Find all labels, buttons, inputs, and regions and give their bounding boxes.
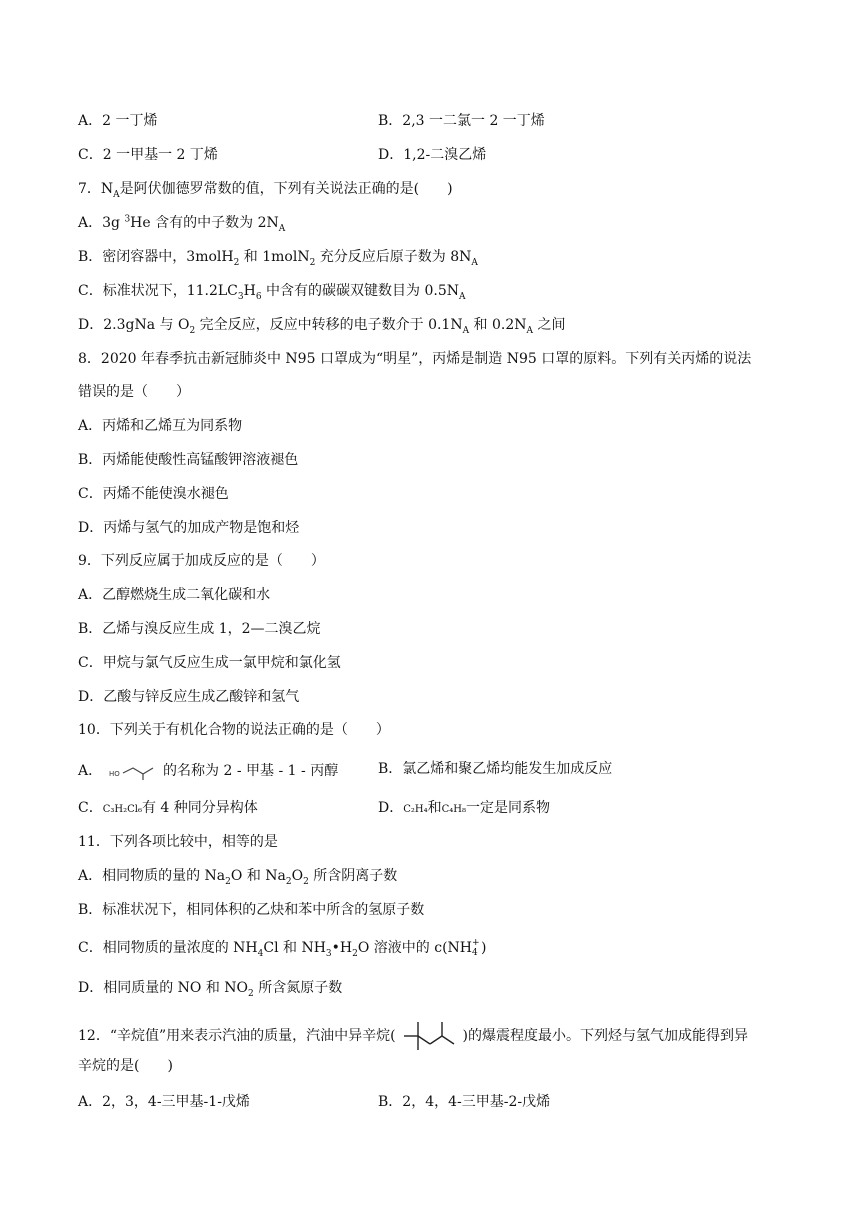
q12-stem-line2: 辛烷的是( ) xyxy=(78,1058,173,1074)
q8-option-c: C．丙烯不能使溴水褪色 xyxy=(78,486,229,502)
isobutanol-structure-image xyxy=(107,759,159,783)
q12-stem-line1: 12．“辛烷值”用来表示汽油的质量，汽油中异辛烷( )的爆震程度最小。下列烃与氢气加成能得到异 xyxy=(78,1018,748,1054)
svg-text:HO: HO xyxy=(108,770,120,778)
q9-option-c: C．甲烷与氯气反应生成一氯甲烷和氯化氢 xyxy=(78,655,341,671)
q11-option-c: C．相同物质的量浓度的 $NH_4Cl$ 和 $NH_3•H_2O$ 溶液中的 c(NH + 4 ) xyxy=(78,938,487,959)
q10-option-a: A． HO 的名称为 2 - 甲基 - 1 - 丙醇 xyxy=(78,759,338,783)
q10-option-c: C．C₃H₂Cl₆有 4 种同分异构体 xyxy=(78,800,258,816)
q6-option-c: C．2 一甲基一 2 丁烯 xyxy=(78,147,218,163)
q11-option-b: B．标准状况下，相同体积的乙炔和苯中所含的氢原子数 xyxy=(78,902,425,918)
q6-option-b: B．2,3 一二氯一 2 一丁烯 xyxy=(378,113,545,129)
q10-stem: 10．下列关于有机化合物的说法正确的是（ ） xyxy=(78,722,390,738)
q8-option-b: B．丙烯能使酸性高锰酸钾溶液褪色 xyxy=(78,452,299,468)
q11-stem: 11．下列各项比较中，相等的是 xyxy=(78,834,278,850)
q11-option-d: D．相同质量的 NO 和 $NO_2$ 所含氮原子数 xyxy=(78,980,343,999)
q8-stem-line2: 错误的是（ ） xyxy=(78,384,190,400)
ammonium-charge-stack: + 4 xyxy=(472,938,480,958)
q9-option-a: A．乙醇燃烧生成二氧化碳和水 xyxy=(78,587,271,603)
q8-option-d: D．丙烯与氢气的加成产物是饱和烃 xyxy=(78,520,300,536)
q11-option-a: A．相同物质的量的 $Na_2O$ 和 $Na_2O_2$ 所含阴离子数 xyxy=(78,868,398,887)
q9-option-d: D．乙酸与锌反应生成乙酸锌和氢气 xyxy=(78,689,300,705)
q7-option-a: A．3g $^3$He 含有的中子数为 $2N_A$ xyxy=(78,214,286,234)
q12-option-a: A．2，3，4-三甲基-1-戊烯 xyxy=(78,1094,250,1110)
q7-stem: 7．$N_A$是阿伏伽德罗常数的值，下列有关说法正确的是( ) xyxy=(78,181,453,200)
q7-option-b: B．密闭容器中，3molH$_2$ 和 1molN$_2$ 充分反应后原子数为 $8N_A$ xyxy=(78,249,478,268)
q7-option-c: C．标准状况下，$11.2LC_3H_6$ 中含有的碳碳双键数目为 $0.5N_A$ xyxy=(78,283,466,302)
q12-option-b: B．2，4，4-三甲基-2-戊烯 xyxy=(378,1094,551,1110)
q8-stem-line1: 8．2020 年春季抗击新冠肺炎中 N95 口罩成为“明星”，丙烯是制造 N95 口罩的原料。下列有关丙烯的说法 xyxy=(78,351,752,367)
q6-option-d: D．1,2-二溴乙烯 xyxy=(378,147,487,163)
q9-stem: 9．下列反应属于加成反应的是（ ） xyxy=(78,553,325,569)
q10-option-d: D．C₂H₄和C₄H₈一定是同系物 xyxy=(378,800,551,816)
q9-option-b: B．乙烯与溴反应生成 1，2—二溴乙烷 xyxy=(78,621,321,637)
q8-option-a: A．丙烯和乙烯互为同系物 xyxy=(78,418,243,434)
q7-option-d: D．2.3gNa 与 $O_2$ 完全反应，反应中转移的电子数介于 $0.1N_A$ 和 $0.2N_A$ 之间 xyxy=(78,317,566,336)
q6-option-a: A．2 一丁烯 xyxy=(78,113,158,129)
isooctane-structure-image xyxy=(400,1018,458,1054)
q10-option-b: B．氯乙烯和聚乙烯均能发生加成反应 xyxy=(378,761,613,777)
